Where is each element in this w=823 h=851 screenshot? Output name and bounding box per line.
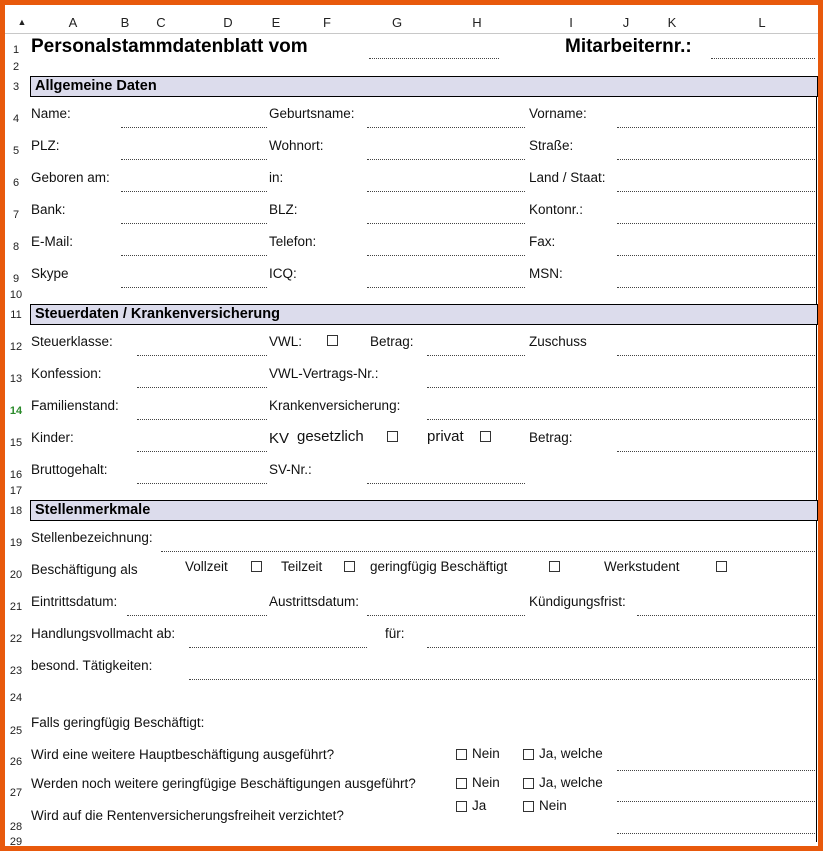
notice-period-field[interactable] [637, 615, 815, 616]
power-of-attorney-label: Handlungsvollmacht ab: [31, 626, 176, 641]
row-header[interactable]: 2 [12, 61, 20, 73]
position-label: Stellenbezeichnung: [31, 530, 153, 545]
position-field[interactable] [161, 551, 815, 552]
column-header[interactable]: A [68, 15, 78, 30]
vwl-label: VWL: [269, 334, 303, 349]
blz-field[interactable] [367, 223, 525, 224]
row-header[interactable]: 27 [9, 787, 23, 799]
residence-label: Wohnort: [269, 138, 324, 153]
email-field[interactable] [121, 255, 267, 256]
marginal-checkbox[interactable] [549, 561, 560, 572]
q1-which-field[interactable] [617, 770, 815, 771]
insurance-amount-field[interactable] [617, 451, 815, 452]
bank-label: Bank: [31, 202, 66, 217]
employment-type-label: Beschäftigung als [31, 562, 138, 577]
exit-date-label: Austrittsdatum: [269, 594, 360, 609]
first-name-field[interactable] [617, 127, 815, 128]
born-on-field[interactable] [121, 191, 267, 192]
select-all-corner[interactable]: ▲ [17, 17, 27, 27]
q1-no-checkbox[interactable] [456, 749, 467, 760]
section-header-general: Allgemeine Daten [30, 76, 818, 97]
row-header[interactable]: 24 [9, 692, 23, 704]
private-checkbox[interactable] [480, 431, 491, 442]
insurance-amount-label: Betrag: [529, 430, 573, 445]
column-header[interactable]: H [472, 15, 482, 30]
row-header[interactable]: 20 [9, 569, 23, 581]
subsidy-label: Zuschuss [529, 334, 587, 349]
column-header[interactable]: K [667, 15, 677, 30]
row-header[interactable]: 19 [9, 537, 23, 549]
fax-label: Fax: [529, 234, 556, 249]
vwl-amount-label: Betrag: [370, 334, 414, 349]
vwl-checkbox[interactable] [327, 335, 338, 346]
special-tasks-field[interactable] [189, 679, 815, 680]
birthplace-field[interactable] [367, 191, 525, 192]
row-header[interactable]: 4 [12, 113, 20, 125]
bank-field[interactable] [121, 223, 267, 224]
vwl-contract-label: VWL-Vertrags-Nr.: [269, 366, 379, 381]
q3-field[interactable] [617, 833, 815, 834]
student-label: Werkstudent [604, 559, 680, 574]
date-field[interactable] [369, 58, 499, 59]
column-header[interactable]: J [622, 15, 630, 30]
account-field[interactable] [617, 223, 815, 224]
row-header-bar [5, 33, 27, 846]
skype-label: Skype [31, 266, 69, 281]
email-label: E-Mail: [31, 234, 74, 249]
kv-label: KV [269, 430, 290, 447]
student-checkbox[interactable] [716, 561, 727, 572]
q2-yes-checkbox[interactable] [523, 778, 534, 789]
row-header[interactable]: 8 [12, 241, 20, 253]
street-label: Straße: [529, 138, 574, 153]
row-header[interactable]: 6 [12, 177, 20, 189]
row-header[interactable]: 23 [9, 665, 23, 677]
birthplace-label: in: [269, 170, 284, 185]
q1-no-label: Nein [472, 746, 500, 761]
row-header[interactable]: 13 [9, 373, 23, 385]
statutory-label: gesetzlich [297, 428, 364, 445]
tax-class-field[interactable] [137, 355, 267, 356]
special-tasks-label: besond. Tätigkeiten: [31, 658, 153, 673]
if-marginal-label: Falls geringfügig Beschäftigt: [31, 715, 205, 730]
row-header[interactable]: 25 [9, 725, 23, 737]
for-label: für: [385, 626, 405, 641]
row-header[interactable]: 16 [9, 469, 23, 481]
msn-field[interactable] [617, 287, 815, 288]
row-header[interactable]: 17 [9, 485, 23, 497]
country-label: Land / Staat: [529, 170, 606, 185]
blz-label: BLZ: [269, 202, 298, 217]
column-header[interactable]: F [323, 15, 331, 30]
row-header[interactable]: 3 [12, 81, 20, 93]
fulltime-checkbox[interactable] [251, 561, 262, 572]
column-header[interactable]: L [758, 15, 766, 30]
phone-label: Telefon: [269, 234, 317, 249]
subsidy-field[interactable] [617, 355, 815, 356]
fax-field[interactable] [617, 255, 815, 256]
confession-label: Konfession: [31, 366, 102, 381]
row-header[interactable]: 5 [12, 145, 20, 157]
q3-yes-checkbox[interactable] [456, 801, 467, 812]
first-name-label: Vorname: [529, 106, 587, 121]
row-header[interactable]: 12 [9, 341, 23, 353]
children-field[interactable] [137, 451, 267, 452]
q3-no-label: Nein [539, 798, 567, 813]
page-title: Personalstammdatenblatt vom [31, 36, 308, 57]
skype-field[interactable] [121, 287, 267, 288]
name-field[interactable] [121, 127, 267, 128]
q1-yes-label: Ja, welche [539, 746, 603, 761]
question-main-employment: Wird eine weitere Hauptbeschäftigung ausgeführt? [31, 747, 335, 762]
statutory-checkbox[interactable] [387, 431, 398, 442]
country-field[interactable] [617, 191, 815, 192]
gross-salary-label: Bruttogehalt: [31, 462, 108, 477]
column-header[interactable]: I [569, 15, 573, 30]
employee-number-field[interactable] [711, 58, 815, 59]
parttime-label: Teilzeit [281, 559, 323, 574]
row-header[interactable]: 15 [9, 437, 23, 449]
vwl-contract-field[interactable] [427, 387, 815, 388]
row-header[interactable]: 1 [12, 44, 20, 56]
entry-date-field[interactable] [127, 615, 267, 616]
question-pension-exemption: Wird auf die Rentenversicherungsfreiheit verzichtet? [31, 808, 344, 823]
icq-field[interactable] [367, 287, 525, 288]
zip-field[interactable] [121, 159, 267, 160]
column-header[interactable]: G [391, 15, 403, 30]
msn-label: MSN: [529, 266, 563, 281]
spreadsheet-window [5, 5, 818, 846]
row-header[interactable]: 7 [12, 209, 20, 221]
q1-yes-checkbox[interactable] [523, 749, 534, 760]
sv-number-field[interactable] [367, 483, 525, 484]
row-header[interactable]: 22 [9, 633, 23, 645]
column-header[interactable]: E [271, 15, 281, 30]
phone-field[interactable] [367, 255, 525, 256]
icq-label: ICQ: [269, 266, 297, 281]
worksheet [27, 33, 818, 846]
children-label: Kinder: [31, 430, 74, 445]
row-header[interactable]: 10 [9, 289, 23, 301]
row-header[interactable]: 18 [9, 505, 23, 517]
parttime-checkbox[interactable] [344, 561, 355, 572]
row-header-selected[interactable]: 14 [9, 405, 23, 417]
q2-which-field[interactable] [617, 801, 815, 802]
health-insurance-field[interactable] [427, 419, 815, 420]
tax-class-label: Steuerklasse: [31, 334, 113, 349]
residence-field[interactable] [367, 159, 525, 160]
zip-label: PLZ: [31, 138, 60, 153]
row-header[interactable]: 28 [9, 821, 23, 833]
section-header-job: Stellenmerkmale [30, 500, 818, 521]
q2-no-label: Nein [472, 775, 500, 790]
row-header[interactable]: 11 [10, 309, 22, 321]
account-label: Kontonr.: [529, 202, 584, 217]
column-header-bar [5, 5, 818, 34]
street-field[interactable] [617, 159, 815, 160]
birth-name-label: Geburtsname: [269, 106, 355, 121]
column-header[interactable]: D [223, 15, 233, 30]
confession-field[interactable] [137, 387, 267, 388]
fulltime-label: Vollzeit [185, 559, 228, 574]
marital-status-field[interactable] [137, 419, 267, 420]
row-header[interactable]: 29 [9, 836, 23, 846]
power-of-attorney-field[interactable] [189, 647, 367, 648]
vwl-amount-field[interactable] [427, 355, 525, 356]
born-on-label: Geboren am: [31, 170, 110, 185]
name-label: Name: [31, 106, 71, 121]
q3-yes-label: Ja [472, 798, 487, 813]
section-header-tax: Steuerdaten / Krankenversicherung [30, 304, 818, 325]
row-header[interactable]: 9 [12, 273, 20, 285]
for-field[interactable] [427, 647, 815, 648]
column-header[interactable]: C [156, 15, 166, 30]
row-header[interactable]: 26 [9, 756, 23, 768]
table-border [816, 84, 817, 842]
employee-number-label: Mitarbeiternr.: [565, 36, 692, 57]
q2-no-checkbox[interactable] [456, 778, 467, 789]
private-label: privat [427, 428, 464, 445]
notice-period-label: Kündigungsfrist: [529, 594, 626, 609]
marginal-label: geringfügig Beschäftigt [370, 559, 508, 574]
q2-yes-label: Ja, welche [539, 775, 603, 790]
gross-salary-field[interactable] [137, 483, 267, 484]
entry-date-label: Eintrittsdatum: [31, 594, 118, 609]
row-header[interactable]: 21 [9, 601, 23, 613]
q3-no-checkbox[interactable] [523, 801, 534, 812]
question-other-marginal: Werden noch weitere geringfügige Beschäftigungen ausgeführt? [31, 776, 416, 791]
marital-status-label: Familienstand: [31, 398, 119, 413]
column-header[interactable]: B [120, 15, 130, 30]
exit-date-field[interactable] [367, 615, 525, 616]
birth-name-field[interactable] [367, 127, 525, 128]
health-insurance-label: Krankenversicherung: [269, 398, 401, 413]
sv-number-label: SV-Nr.: [269, 462, 312, 477]
